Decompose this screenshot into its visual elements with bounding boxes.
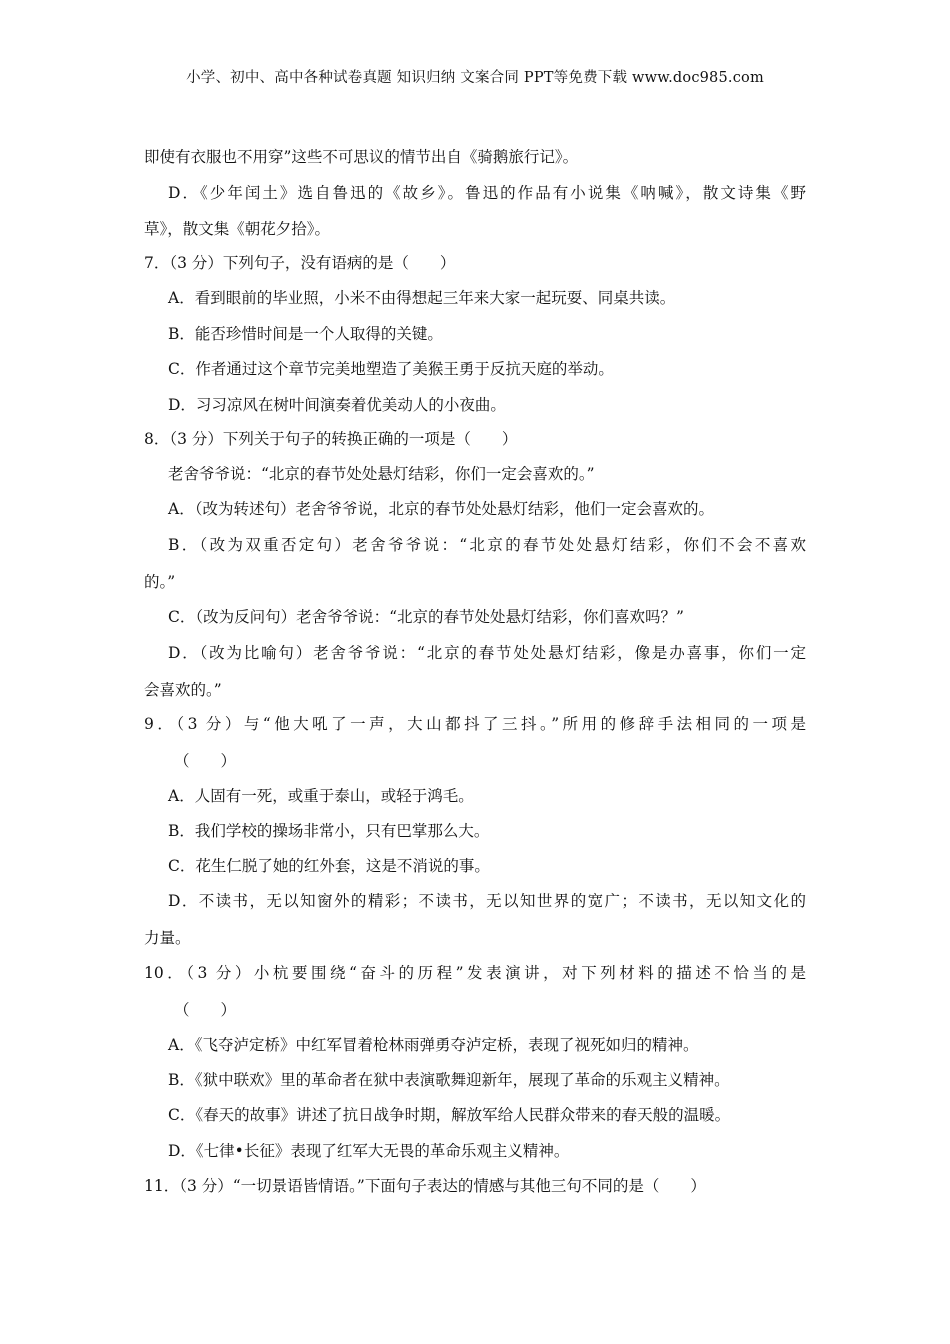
option-6d-line1: D．《少年闰土》选自鲁迅的《故乡》。鲁迅的作品有小说集《呐喊》，散文诗集《野 [168, 184, 806, 202]
question-10-option-d: D．《七律•长征》表现了红军大无畏的革命乐观主义精神。 [168, 1142, 570, 1160]
question-9-answer-paren: （ ） [174, 752, 237, 770]
question-11-stem: 11．（3 分）“一切景语皆情语。”下面句子表达的情感与其他三句不同的是（ ） [144, 1177, 706, 1195]
question-9-option-b: B．我们学校的操场非常小，只有巴掌那么大。 [168, 822, 490, 840]
question-10-option-b: B．《狱中联欢》里的革命者在狱中表演歌舞迎新年，展现了革命的乐观主义精神。 [168, 1071, 730, 1089]
question-7-option-b: B．能否珍惜时间是一个人取得的关键。 [168, 325, 443, 343]
question-9-option-a: A．人固有一死，或重于泰山，或轻于鸿毛。 [168, 787, 474, 805]
question-8-stem: 8．（3 分）下列关于句子的转换正确的一项是（ ） [144, 430, 518, 448]
page-header-banner: 小学、初中、高中各种试卷真题 知识归纳 文案合同 PPT等免费下载 www.doc985.com [186, 70, 764, 86]
question-10-stem: 10．（3 分）小杭要围绕“奋斗的历程”发表演讲，对下列材料的描述不恰当的是 [144, 964, 806, 982]
question-7-option-a: A．看到眼前的毕业照，小米不由得想起三年来大家一起玩耍、同桌共读。 [168, 289, 676, 307]
question-10-option-a: A．《飞夺泸定桥》中红军冒着枪林雨弹勇夺泸定桥，表现了视死如归的精神。 [168, 1036, 699, 1054]
question-9-option-d-line2: 力量。 [144, 929, 191, 947]
question-10-option-c: C．《春天的故事》讲述了抗日战争时期，解放军给人民群众带来的春天般的温暖。 [168, 1106, 731, 1124]
question-10-answer-paren: （ ） [174, 1001, 237, 1019]
question-9-option-c: C．花生仁脱了她的红外套，这是不消说的事。 [168, 857, 490, 875]
line-continuation-c: 即使有衣服也不用穿”这些不可思议的情节出自《骑鹅旅行记》。 [144, 148, 579, 166]
question-8-option-d-line1: D．（改为比喻句）老舍爷爷说：“北京的春节处处悬灯结彩，像是办喜事，你们一定 [168, 644, 806, 662]
question-8-source-sentence: 老舍爷爷说：“北京的春节处处悬灯结彩，你们一定会喜欢的。” [168, 465, 595, 483]
question-9-option-d-line1: D．不读书，无以知窗外的精彩；不读书，无以知世界的宽广；不读书，无以知文化的 [168, 892, 806, 910]
question-7-option-d: D．习习凉风在树叶间演奏着优美动人的小夜曲。 [168, 396, 506, 414]
question-8-option-a: A．（改为转述句）老舍爷爷说，北京的春节处处悬灯结彩，他们一定会喜欢的。 [168, 500, 714, 518]
option-6d-line2: 草》，散文集《朝花夕拾》。 [144, 220, 331, 238]
question-9-stem: 9．（3 分）与“他大吼了一声，大山都抖了三抖。”所用的修辞手法相同的一项是 [144, 715, 806, 733]
question-8-option-c: C．（改为反问句）老舍爷爷说：“北京的春节处处悬灯结彩，你们喜欢吗？” [168, 608, 684, 626]
question-7-stem: 7．（3 分）下列句子，没有语病的是（ ） [144, 254, 456, 272]
question-8-option-b-line2: 的。” [144, 573, 176, 591]
question-8-option-d-line2: 会喜欢的。” [144, 681, 222, 699]
question-7-option-c: C．作者通过这个章节完美地塑造了美猴王勇于反抗天庭的举动。 [168, 360, 614, 378]
question-8-option-b-line1: B．（改为双重否定句）老舍爷爷说：“北京的春节处处悬灯结彩，你们不会不喜欢 [168, 536, 806, 554]
